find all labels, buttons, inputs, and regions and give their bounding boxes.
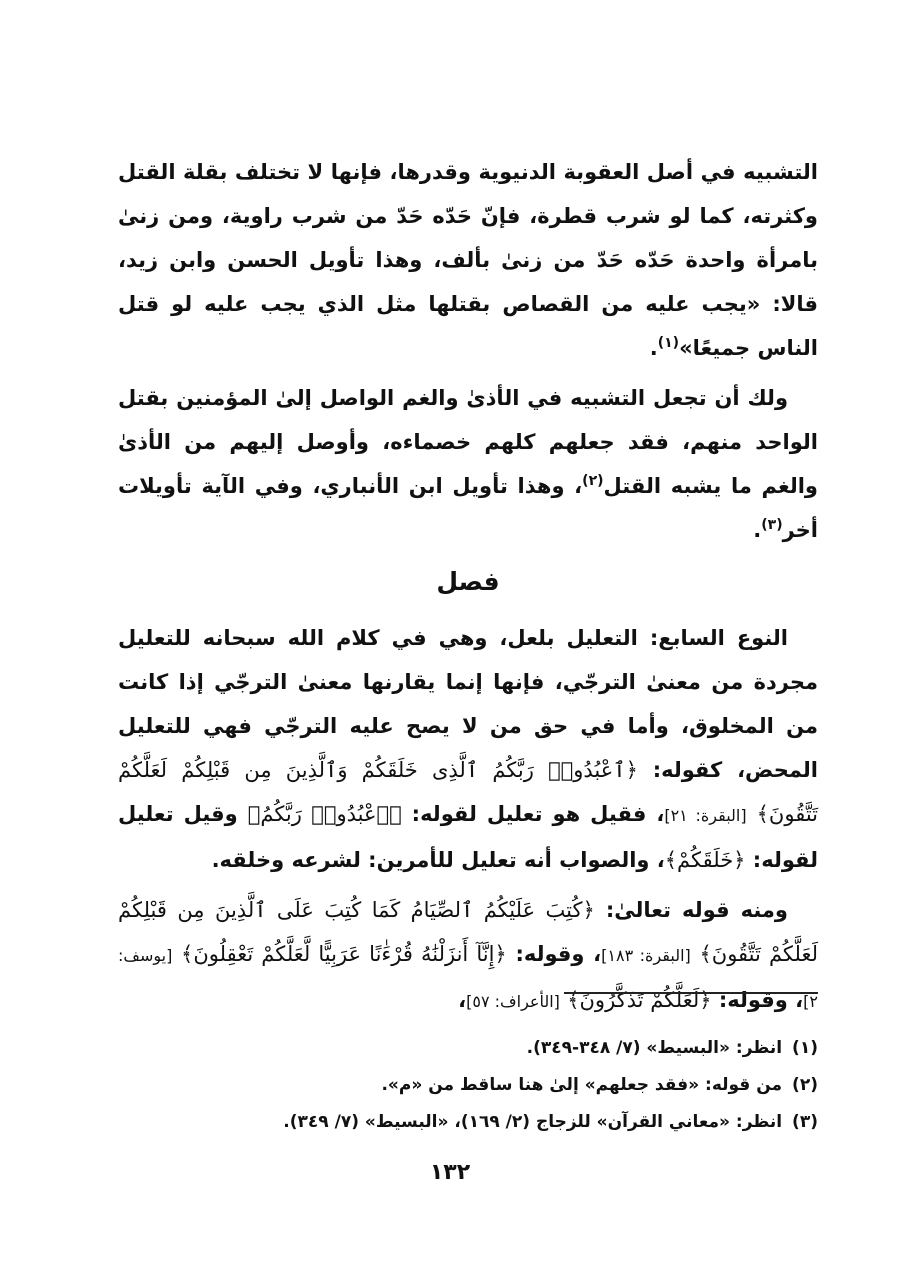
quran-verse-5: ﴿إِنَّآ أَنزَلْنَٰهُ قُرْءَٰنًا عَرَبِيًّا لَّعَلَّكُمْ تَعْقِلُونَ﴾	[181, 942, 507, 966]
footnote-text: انظر: «معاني القرآن» للزجاج (٢/ ١٦٩)، «البسيط» (٧/ ٣٤٩).	[283, 1112, 783, 1132]
paragraph-4-text-a: ومنه قوله تعالىٰ:	[594, 898, 788, 922]
footnote-1	[118, 1030, 818, 1067]
paragraph-3-text-c: وقيل تعليل لقوله:	[118, 802, 818, 872]
paragraph-3	[118, 616, 818, 882]
paragraph-4-text-c: ، وقوله:	[711, 988, 804, 1012]
paragraph-1-end: .	[649, 336, 658, 360]
paragraph-2-text: ولك أن تجعل التشبيه في الأذىٰ والغم الواصل إلىٰ المؤمنين بقتل الواحد منهم، فقد جعلهم كلهم خصماءه، وأوصل إليهم من الأذىٰ والغم ما يشبه القتل	[118, 386, 818, 498]
footnote-number: (٢)	[792, 1075, 818, 1095]
footnote-divider	[564, 992, 818, 994]
verse-reference-1: [البقرة: ٢١]	[664, 806, 747, 825]
verse-reference-2: [البقرة: ١٨٣]	[601, 946, 691, 965]
paragraph-4-end: ،	[458, 988, 467, 1012]
quran-verse-3: ﴿خَلَقَكُمْ﴾	[664, 848, 746, 872]
footnote-2	[118, 1067, 818, 1104]
paragraph-1-text: التشبيه في أصل العقوبة الدنيوية وقدرها، فإنها لا تختلف بقلة القتل وكثرته، كما لو شرب قطرة، فإنّ حَدّه حَدّ من شرب راوية، ومن زنىٰ بامرأة واحدة حَدّه حَدّ من زنىٰ بألف، وهذا تأويل الحسن وابن زيد، قالا: «يجب عليه من القصاص بقتلها مثل الذي يجب عليه لو قتل الناس جميعًا»	[118, 160, 818, 360]
paragraph-2	[118, 376, 818, 552]
paragraph-3-text-a: النوع السابع: التعليل بلعل، وهي في كلام الله سبحانه للتعليل مجردة من معنىٰ الترجّي، فإنها إنما يقارنها معنىٰ الترجّي إذا كانت من المخلوق، وأما في حق من لا يصح عليه الترجّي فهي للتعليل المحض، كقوله:	[118, 626, 819, 782]
paragraph-2-end: .	[753, 518, 762, 542]
paragraph-4	[118, 888, 818, 1024]
paragraph-4-text-b: ، وقوله:	[506, 942, 602, 966]
quran-verse-2: ﴿ٱعْبُدُوا۟ رَبَّكُمُ﴾	[247, 802, 402, 826]
paragraph-3-text-d: ، والصواب أنه تعليل للأمرين: لشرعه وخلقه.	[211, 848, 665, 872]
footnote-marker-3[interactable]: (٣)	[761, 517, 783, 533]
footnotes	[118, 1030, 818, 1141]
page-number: ١٣٢	[429, 1160, 471, 1185]
paragraph-3-text-b: ، فقيل هو تعليل لقوله:	[401, 802, 665, 826]
paragraph-1	[118, 150, 818, 370]
footnote-text: من قوله: «فقد جعلهم» إلىٰ هنا ساقط من «م».	[381, 1075, 783, 1095]
footnote-marker-2[interactable]: (٢)	[582, 473, 604, 489]
paragraph-2-middle: ، وهذا تأويل ابن الأنباري، وفي الآية تأويلات أخر	[118, 474, 818, 542]
section-heading: فصل	[436, 567, 500, 596]
footnote-number: (٣)	[792, 1112, 818, 1132]
quran-verse-4: ﴿كُتِبَ عَلَيْكُمُ ٱلصِّيَامُ كَمَا كُتِبَ عَلَى ٱلَّذِينَ مِن قَبْلِكُمْ لَعَلَّكُمْ تَتَّقُونَ﴾	[118, 898, 819, 966]
quran-verse-6: ﴿لَعَلَّكُمْ تَذَكَّرُونَ﴾	[567, 988, 712, 1012]
quran-verse-1: ﴿ٱعْبُدُوا۟ رَبَّكُمُ ٱلَّذِى خَلَقَكُمْ وَٱلَّذِينَ مِن قَبْلِكُمْ لَعَلَّكُمْ تَتَّقُونَ﴾	[118, 758, 819, 826]
footnote-number: (١)	[792, 1038, 818, 1058]
footnote-marker-1[interactable]: (١)	[657, 335, 680, 351]
page-body	[118, 150, 818, 1030]
verse-reference-4: [الأعراف: ٥٧]	[466, 992, 560, 1011]
footnote-3	[118, 1104, 818, 1141]
verse-reference-3: [يوسف: ٢]	[118, 946, 818, 1011]
footnote-text: انظر: «البسيط» (٧/ ٣٤٨-٣٤٩).	[526, 1038, 783, 1058]
